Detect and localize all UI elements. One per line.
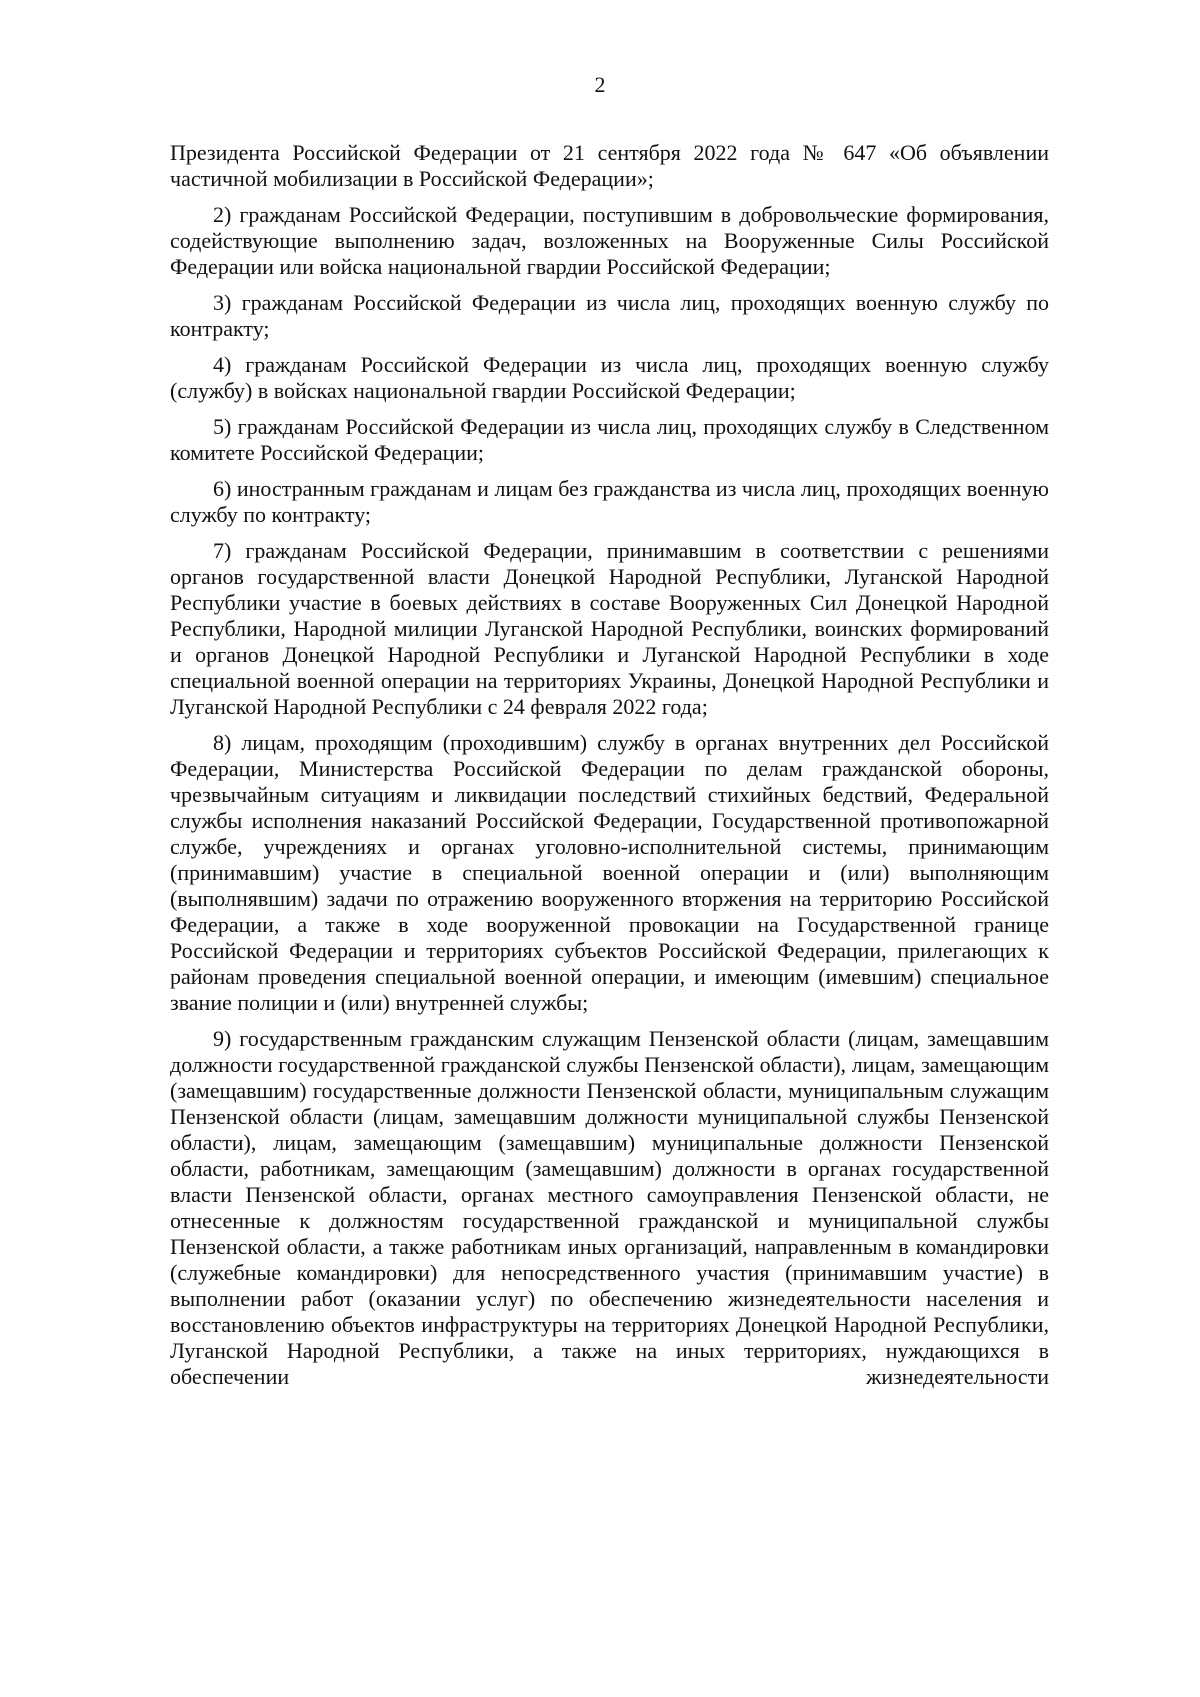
paragraph-item-5: 5) гражданам Российской Федерации из числа лиц, проходящих службу в Следственном комитете Российской Федерации; (170, 414, 1049, 465)
paragraph-item-8: 8) лицам, проходящим (проходившим) службу в органах внутренних дел Российской Федерации, Министерства Российской Федерации по делам гражданской обороны, чрезвычайным ситуациям и ликвидации последствий стихийных бедствий, Федеральной службы исполнения наказаний Российской Федерации, Государственной противопожарной службе, учреждениях и органах уголовно-исполнительной системы, принимающим (принимавшим) участие в специальной военной операции и (или) выполняющим (выполнявшим) задачи по отражению вооруженного вторжения на территорию Российской Федерации, а также в ходе вооруженной провокации на Государственной границе Российской Федерации и территориях субъектов Российской Федерации, прилегающих к районам проведения специальной военной операции, и имеющим (имевшим) специальное звание полиции и (или) внутренней службы; (170, 730, 1049, 1015)
page-number: 2 (594, 72, 606, 97)
paragraph-item-2: 2) гражданам Российской Федерации, поступившим в добровольческие формирования, содействующие выполнению задач, возложенных на Вооруженные Силы Российской Федерации или войска национальной гвардии Российской Федерации; (170, 202, 1049, 279)
paragraph-item-9: 9) государственным гражданским служащим Пензенской области (лицам, замещавшим должности государственной гражданской службы Пензенской области), лицам, замещающим (замещавшим) государственные должности Пензенской области, муниципальным служащим Пензенской области (лицам, замещавшим должности муниципальной службы Пензенской области), лицам, замещающим (замещавшим) муниципальные должности Пензенской области, работникам, замещающим (замещавшим) должности в органах государственной власти Пензенской области, органах местного самоуправления Пензенской области, не отнесенные к должностям государственной гражданской и муниципальной службы Пензенской области, а также работникам иных организаций, направленным в командировки (служебные командировки) для непосредственного участия (принимавшим участие) в выполнении работ (оказании услуг) по обеспечению жизнедеятельности населения и восстановлению объектов инфраструктуры на территориях Донецкой Народной Республики, Луганской Народной Республики, а также на иных территориях, нуждающихся в обеспечении жизнедеятельности (170, 1026, 1049, 1389)
document-body (170, 140, 1049, 1400)
paragraph-item-4: 4) гражданам Российской Федерации из числа лиц, проходящих военную службу (службу) в войсках национальной гвардии Российской Федерации; (170, 352, 1049, 403)
paragraph-continuation: Президента Российской Федерации от 21 сентября 2022 года № 647 «Об объявлении частичной мобилизации в Российской Федерации»; (170, 140, 1049, 191)
paragraph-item-3: 3) гражданам Российской Федерации из числа лиц, проходящих военную службу по контракту; (170, 290, 1049, 341)
paragraph-item-6: 6) иностранным гражданам и лицам без гражданства из числа лиц, проходящих военную службу по контракту; (170, 476, 1049, 527)
paragraph-item-7: 7) гражданам Российской Федерации, принимавшим в соответствии с решениями органов государственной власти Донецкой Народной Республики, Луганской Народной Республики участие в боевых действиях в составе Вооруженных Сил Донецкой Народной Республики, Народной милиции Луганской Народной Республики, воинских формирований и органов Донецкой Народной Республики и Луганской Народной Республики в ходе специальной военной операции на территориях Украины, Донецкой Народной Республики и Луганской Народной Республики с 24 февраля 2022 года; (170, 538, 1049, 719)
